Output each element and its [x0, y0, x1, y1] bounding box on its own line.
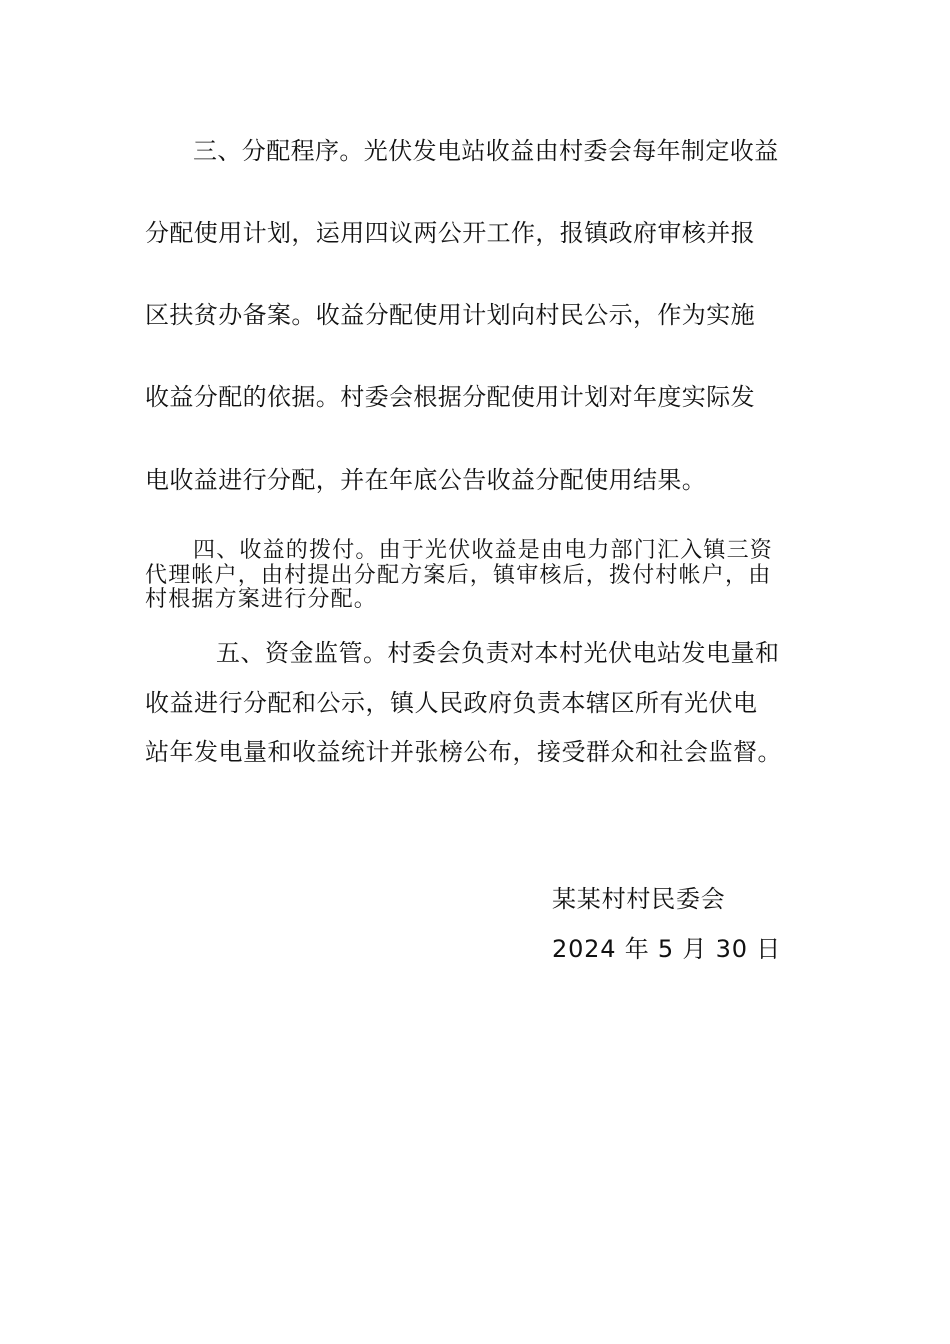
section-5-line-3: 站年发电量和收益统计并张榜公布，接受群众和社会监督。 — [145, 738, 782, 766]
section-5-line-1: 五、资金监管。村委会负责对本村光伏电站发电量和 — [216, 639, 780, 667]
section-3-line-1: 三、分配程序。光伏发电站收益由村委会每年制定收益 — [193, 137, 779, 165]
section-4-line-2: 代理帐户，由村提出分配方案后，镇审核后，拨付村帐户，由 — [145, 563, 772, 588]
section-3-line-2: 分配使用计划，运用四议两公开工作，报镇政府审核并报 — [145, 219, 755, 247]
section-5-line-2: 收益进行分配和公示，镇人民政府负责本辖区所有光伏电 — [145, 689, 758, 717]
signature-date: 2024 年 5 月 30 日 — [552, 935, 782, 963]
section-3-line-5: 电收益进行分配，并在年底公告收益分配使用结果。 — [145, 466, 707, 494]
section-4-line-1: 四、收益的拨付。由于光伏收益是由电力部门汇入镇三资 — [193, 538, 774, 563]
signature-organization: 某某村村民委会 — [552, 885, 726, 913]
section-4-line-3: 村根据方案进行分配。 — [145, 587, 378, 612]
section-3-line-4: 收益分配的依据。村委会根据分配使用计划对年度实际发 — [145, 383, 755, 411]
section-3-line-3: 区扶贫办备案。收益分配使用计划向村民公示，作为实施 — [145, 301, 755, 329]
